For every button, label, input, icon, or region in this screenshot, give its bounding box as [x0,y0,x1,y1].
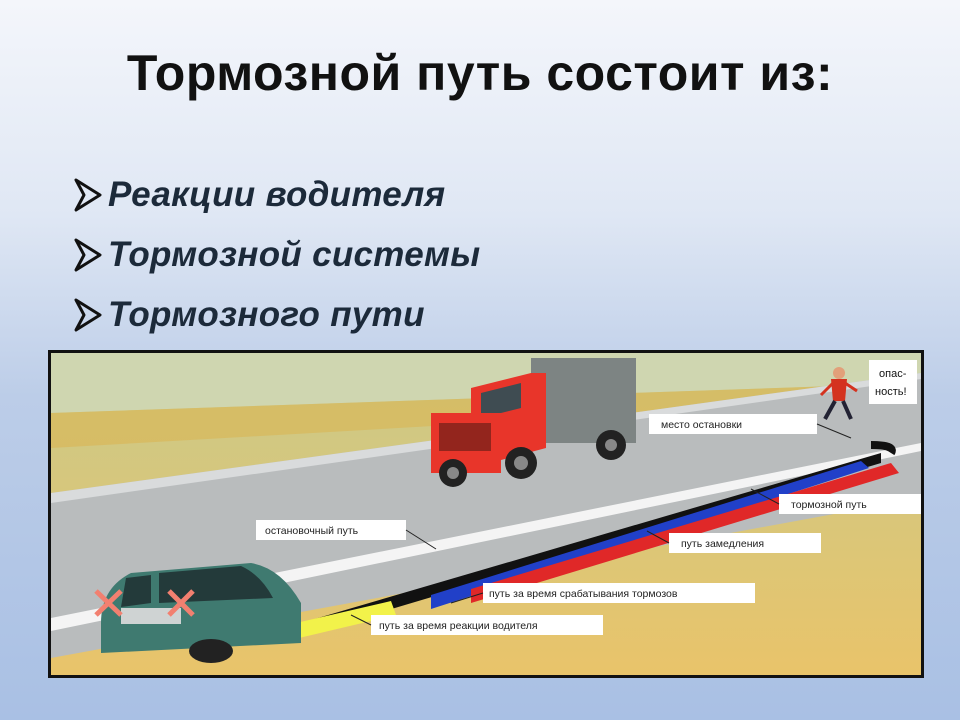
label-stop-place-text: место остановки [661,419,743,431]
bullet-item [72,165,480,225]
label-danger [869,360,917,404]
slide-title: Тормозной путь состоит из: [126,45,834,101]
label-brake-actuation-text: путь за время срабатывания тормозов [489,588,678,600]
bullet-text: Тормозной системы [108,235,481,274]
bullet-item [72,285,480,345]
label-stopping-distance-text: остановочный путь [265,525,359,537]
label-driver-reaction-text: путь за время реакции водителя [379,620,538,632]
label-braking-distance-text: тормозной путь [791,499,867,511]
arrow-bullet-icon [72,177,104,213]
bullet-list [72,165,480,345]
label-danger-line2: ность! [875,386,907,398]
label-deceleration-distance-text: путь замедления [681,538,765,550]
braking-distance-illustration [48,350,924,678]
label-deceleration-distance [647,531,821,553]
label-driver-reaction [351,615,603,635]
label-brake-actuation [451,583,755,603]
bullet-item [72,225,480,285]
bullet-text: Тормозного пути [108,295,425,334]
arrow-bullet-icon [72,237,104,273]
label-danger-line1: опас- [879,368,907,380]
bullet-text: Реакции водителя [108,175,446,214]
arrow-bullet-icon [72,297,104,333]
road-scene [51,353,921,675]
